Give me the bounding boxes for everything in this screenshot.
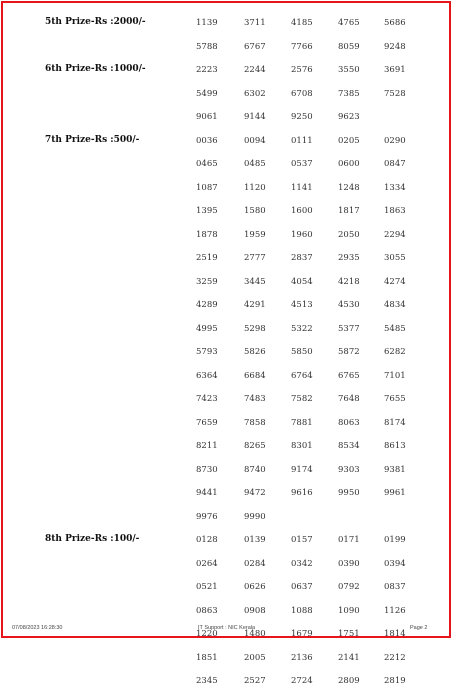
ticket-number: 7385: [338, 88, 360, 99]
ticket-number: 6282: [384, 347, 406, 357]
ticket-number: 4834: [384, 300, 406, 310]
ticket-number: 1960: [291, 229, 313, 240]
ticket-number: 6302: [244, 88, 266, 99]
number-row: [3, 342, 449, 366]
ticket-number: 9144: [244, 112, 266, 122]
footer-page-number: Page 2: [410, 625, 428, 631]
ticket-number: 0600: [338, 159, 360, 169]
prize-block: [3, 131, 449, 531]
number-row: [3, 366, 449, 390]
number-row: [3, 413, 449, 437]
ticket-number: 8059: [338, 41, 360, 52]
prize-title: 8th Prize-Rs :100/-: [45, 534, 140, 544]
ticket-number: 1814: [384, 629, 406, 639]
ticket-number: 2050: [338, 229, 360, 240]
ticket-number: 0036: [196, 135, 218, 146]
ticket-number: 4291: [244, 300, 266, 310]
ticket-number: 7858: [244, 417, 266, 428]
ticket-number: 8613: [384, 441, 406, 451]
ticket-number: 1751: [338, 629, 360, 639]
ticket-number: 9174: [291, 464, 313, 475]
ticket-number: 2724: [291, 676, 313, 686]
prize-title: 7th Prize-Rs :500/-: [45, 134, 140, 145]
number-row: [3, 436, 449, 460]
number-row: [3, 178, 449, 202]
number-row: [3, 131, 449, 155]
ticket-number: 9990: [244, 511, 266, 522]
ticket-number: 6364: [196, 370, 218, 381]
ticket-number: 2519: [196, 253, 218, 263]
number-row: [3, 107, 449, 131]
ticket-number: 5499: [196, 88, 218, 99]
ticket-number: 4995: [196, 323, 218, 334]
ticket-number: 2809: [338, 676, 360, 686]
ticket-number: 1480: [244, 629, 266, 639]
ticket-number: 0171: [338, 535, 360, 545]
ticket-number: 2141: [338, 652, 360, 663]
ticket-number: 8740: [244, 464, 266, 475]
ticket-number: 8265: [244, 441, 266, 451]
ticket-number: 1817: [338, 206, 360, 216]
ticket-number: 9961: [384, 488, 406, 498]
ticket-number: 0863: [196, 605, 218, 616]
ticket-number: 0792: [338, 582, 360, 592]
ticket-number: 2777: [244, 253, 266, 263]
ticket-number: 0205: [338, 135, 360, 146]
ticket-number: 7648: [338, 394, 360, 404]
ticket-number: 1088: [291, 605, 313, 616]
ticket-number: 1090: [338, 605, 360, 616]
ticket-number: 0637: [291, 582, 313, 592]
ticket-number: 3445: [244, 276, 266, 287]
ticket-number: 5850: [291, 347, 313, 357]
prize-block: [3, 13, 449, 60]
ticket-number: 4274: [384, 276, 406, 287]
ticket-number: 1220: [196, 629, 218, 639]
ticket-number: 2005: [244, 652, 266, 663]
ticket-number: 3259: [196, 276, 218, 287]
ticket-number: 1139: [196, 18, 218, 28]
ticket-number: 4054: [291, 276, 313, 287]
number-row: [3, 577, 449, 601]
ticket-number: 7483: [244, 394, 266, 404]
number-row: [3, 389, 449, 413]
page: [1, 1, 451, 686]
number-row: [3, 554, 449, 578]
ticket-number: 9250: [291, 112, 313, 122]
ticket-number: 5826: [244, 347, 266, 357]
ticket-number: 0290: [384, 135, 406, 146]
ticket-number: 9303: [338, 464, 360, 475]
ticket-number: 9248: [384, 41, 406, 52]
ticket-number: 0465: [196, 159, 218, 169]
prize-title: 6th Prize-Rs :1000/-: [45, 64, 146, 74]
ticket-number: 6684: [244, 370, 266, 381]
results-content: [3, 13, 449, 695]
ticket-number: 8534: [338, 441, 360, 451]
number-row: [3, 601, 449, 625]
ticket-number: 7528: [384, 88, 406, 99]
number-row: [3, 671, 449, 695]
ticket-number: 1334: [384, 182, 406, 193]
ticket-number: 5788: [196, 41, 218, 52]
ticket-number: 5377: [338, 323, 360, 334]
ticket-number: 5485: [384, 323, 406, 334]
ticket-number: 1120: [244, 182, 266, 193]
number-row: [3, 319, 449, 343]
ticket-number: 3550: [338, 65, 360, 75]
ticket-number: 3691: [384, 65, 406, 75]
number-row: [3, 507, 449, 531]
ticket-number: 7766: [291, 41, 313, 52]
ticket-number: 2837: [291, 253, 313, 263]
number-row: [3, 60, 449, 84]
ticket-number: 4513: [291, 300, 313, 310]
ticket-number: 7101: [384, 370, 406, 381]
number-row: [3, 648, 449, 672]
ticket-number: 2576: [291, 65, 313, 75]
number-row: [3, 154, 449, 178]
ticket-number: 7655: [384, 394, 406, 404]
ticket-number: 9381: [384, 464, 406, 475]
ticket-number: 5298: [244, 323, 266, 334]
ticket-number: 0264: [196, 558, 218, 569]
number-row: [3, 530, 449, 554]
ticket-number: 0394: [384, 558, 406, 569]
ticket-number: 0908: [244, 605, 266, 616]
ticket-number: 0094: [244, 135, 266, 146]
ticket-number: 0111: [291, 135, 313, 146]
ticket-number: 7659: [196, 417, 218, 428]
footer-support: IT Support : NIC Kerala: [198, 625, 256, 631]
ticket-number: 1087: [196, 182, 218, 193]
ticket-number: 4185: [291, 18, 313, 28]
ticket-number: 5872: [338, 347, 360, 357]
ticket-number: 4530: [338, 300, 360, 310]
ticket-number: 4218: [338, 276, 360, 287]
ticket-number: 7881: [291, 417, 313, 428]
ticket-number: 9623: [338, 112, 360, 122]
ticket-number: 2212: [384, 652, 406, 663]
number-row: [3, 295, 449, 319]
ticket-number: 8174: [384, 417, 406, 428]
ticket-number: 6764: [291, 370, 313, 381]
ticket-number: 6765: [338, 370, 360, 381]
number-row: [3, 201, 449, 225]
ticket-number: 4289: [196, 300, 218, 310]
ticket-number: 7582: [291, 394, 313, 404]
number-row: [3, 248, 449, 272]
ticket-number: 0199: [384, 535, 406, 545]
number-row: [3, 460, 449, 484]
ticket-number: 0847: [384, 159, 406, 169]
ticket-number: 0626: [244, 582, 266, 592]
ticket-number: 8063: [338, 417, 360, 428]
ticket-number: 9472: [244, 488, 266, 498]
ticket-number: 1863: [384, 206, 406, 216]
ticket-number: 9616: [291, 488, 313, 498]
ticket-number: 5322: [291, 323, 313, 334]
ticket-number: 0390: [338, 558, 360, 569]
ticket-number: 1851: [196, 652, 218, 663]
ticket-number: 0157: [291, 535, 313, 545]
ticket-number: 2244: [244, 65, 266, 75]
ticket-number: 8211: [196, 441, 218, 451]
ticket-number: 0139: [244, 535, 266, 545]
ticket-number: 2294: [384, 229, 406, 240]
ticket-number: 0521: [196, 582, 218, 592]
ticket-number: 2223: [196, 65, 218, 75]
ticket-number: 1395: [196, 206, 218, 216]
number-row: [3, 483, 449, 507]
ticket-number: 8301: [291, 441, 313, 451]
ticket-number: 4765: [338, 18, 360, 28]
ticket-number: 1959: [244, 229, 266, 240]
ticket-number: 6767: [244, 41, 266, 52]
ticket-number: 1878: [196, 229, 218, 240]
ticket-number: 7423: [196, 394, 218, 404]
ticket-number: 9061: [196, 112, 218, 122]
ticket-number: 0284: [244, 558, 266, 569]
footer-timestamp: 07/08/2023 16:28:30: [12, 625, 63, 631]
number-row: [3, 13, 449, 37]
ticket-number: 5793: [196, 347, 218, 357]
ticket-number: 1126: [384, 605, 406, 616]
ticket-number: 0485: [244, 159, 266, 169]
number-row: [3, 272, 449, 296]
ticket-number: 1580: [244, 206, 266, 216]
ticket-number: 0837: [384, 582, 406, 592]
ticket-number: 1141: [291, 182, 313, 193]
ticket-number: 2527: [244, 676, 266, 686]
ticket-number: 0342: [291, 558, 313, 569]
ticket-number: 2345: [196, 676, 218, 686]
ticket-number: 9950: [338, 488, 360, 498]
number-row: [3, 37, 449, 61]
prize-block: [3, 530, 449, 695]
ticket-number: 0128: [196, 535, 218, 545]
ticket-number: 9441: [196, 488, 218, 498]
ticket-number: 3711: [244, 18, 266, 28]
ticket-number: 1600: [291, 206, 313, 216]
ticket-number: 9976: [196, 511, 218, 522]
number-row: [3, 84, 449, 108]
ticket-number: 1679: [291, 629, 313, 639]
ticket-number: 2819: [384, 676, 406, 686]
prize-block: [3, 60, 449, 131]
ticket-number: 6708: [291, 88, 313, 99]
ticket-number: 8730: [196, 464, 218, 475]
ticket-number: 5686: [384, 18, 406, 28]
number-row: [3, 225, 449, 249]
ticket-number: 1248: [338, 182, 360, 193]
ticket-number: 2136: [291, 652, 313, 663]
prize-title: 5th Prize-Rs :2000/-: [45, 17, 146, 27]
ticket-number: 2935: [338, 253, 360, 263]
ticket-number: 0537: [291, 159, 313, 169]
ticket-number: 3055: [384, 253, 406, 263]
